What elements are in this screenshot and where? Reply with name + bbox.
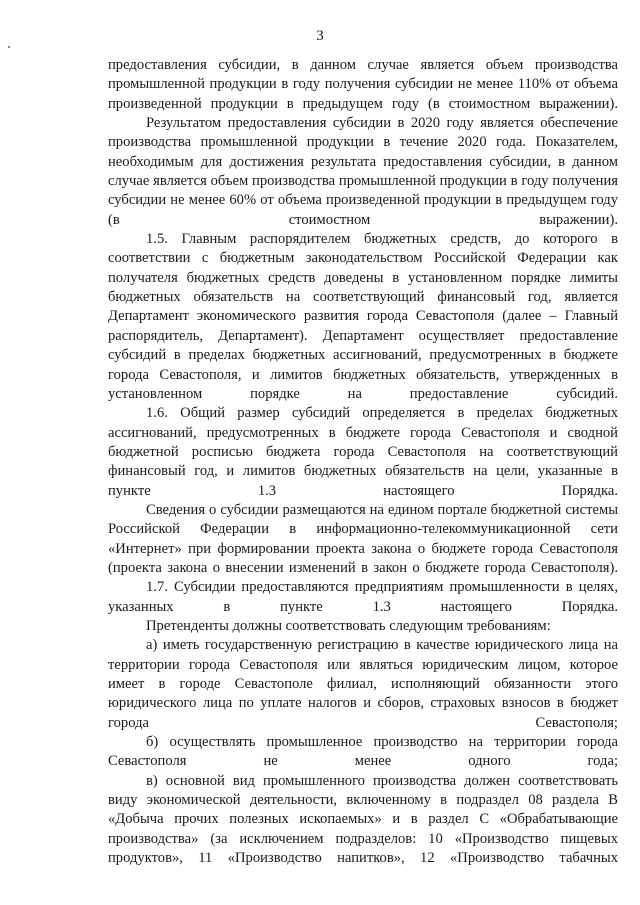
requirement-c-activity-type: в) основной вид промышленного производства должен соответствовать виду экономической деятельности, включенному в подраздел 08 раздела B «Добыча прочих полезных ископаемых» и в раздел C «Обрабатывающие производства» (за исключением подразделов: 10 «Производство пищевых продуктов», 11 «Производство напитков», 12 «Производство табачных — [108, 772, 618, 867]
document-body — [108, 56, 618, 868]
paragraph-1-7-recipients: 1.7. Субсидии предоставляются предприятиям промышленности в целях, указанных в пункте 1.3 настоящего Порядка. — [108, 579, 618, 615]
requirement-b-production-duration: б) осуществлять промышленное производство на территории города Севастополя не менее одного года; — [108, 734, 618, 770]
paragraph-1-6-total-amount: 1.6. Общий размер субсидий определяется в пределах бюджетных ассигнований, предусмотренных в бюджете города Севастополя и сводной бюджетной росписью бюджета города Севастополя на соответствующий финансовый год, и лимитов бюджетных обязательств на цели, указанные в пункте 1.3 настоящего Порядка. — [108, 405, 618, 499]
page-number: 3 — [316, 28, 324, 44]
paragraph-requirements-intro: Претенденты должны соответствовать следующим требованиям: — [146, 617, 551, 634]
paragraph-subsidy-indicator: предоставления субсидии, в данном случае является объем производства промышленной продукции в году получения субсидии не менее 110% от объема произведенной продукции в предыдущем году (в стоимостном выражении). — [108, 57, 618, 112]
requirement-a-registration: а) иметь государственную регистрацию в качестве юридического лица на территории города Севастополя или являться юридическим лицом, которое имеет в городе Севастополе филиал, исполняющий обязанности этого юридического лица по уплате налогов и сборов, страховых взносов в бюджет города Севастополя; — [108, 637, 618, 731]
paragraph-subsidy-result-2020: Результатом предоставления субсидии в 2020 году является обеспечение производства промышленной продукции в течение 2020 года. Показателем, необходимым для достижения результата предоставления субсидии, в данном случае является объем производства промышленной продукции в году получения субсидии не менее 60% от объема произведенной продукции в предыдущем году (в стоимостном выражении). — [108, 115, 618, 228]
scan-speck — [8, 46, 10, 48]
paragraph-1-5-chief-manager: 1.5. Главным распорядителем бюджетных средств, до которого в соответствии с бюджетным законодательством Российской Федерации как получателя бюджетных средств доведены в установленном порядке лимиты бюджетных обязательств на соответствующий финансовый год, является Департамент экономического развития города Севастополя (далее – Главный распорядитель, Департамент). Департамент осуществляет предоставление субсидий в пределах бюджетных ассигнований, предусмотренных в бюджете города Севастополя, и лимитов бюджетных обязательств, утвержденных в установленном порядке на предоставление субсидий. — [108, 231, 618, 402]
paragraph-subsidy-info-portal: Сведения о субсидии размещаются на едином портале бюджетной системы Российской Федерации в информационно-телекоммуникационной сети «Интернет» при формировании проекта закона о бюджете города Севастополя (проекта закона о внесении изменений в закон о бюджете города Севастополя). — [108, 501, 618, 576]
